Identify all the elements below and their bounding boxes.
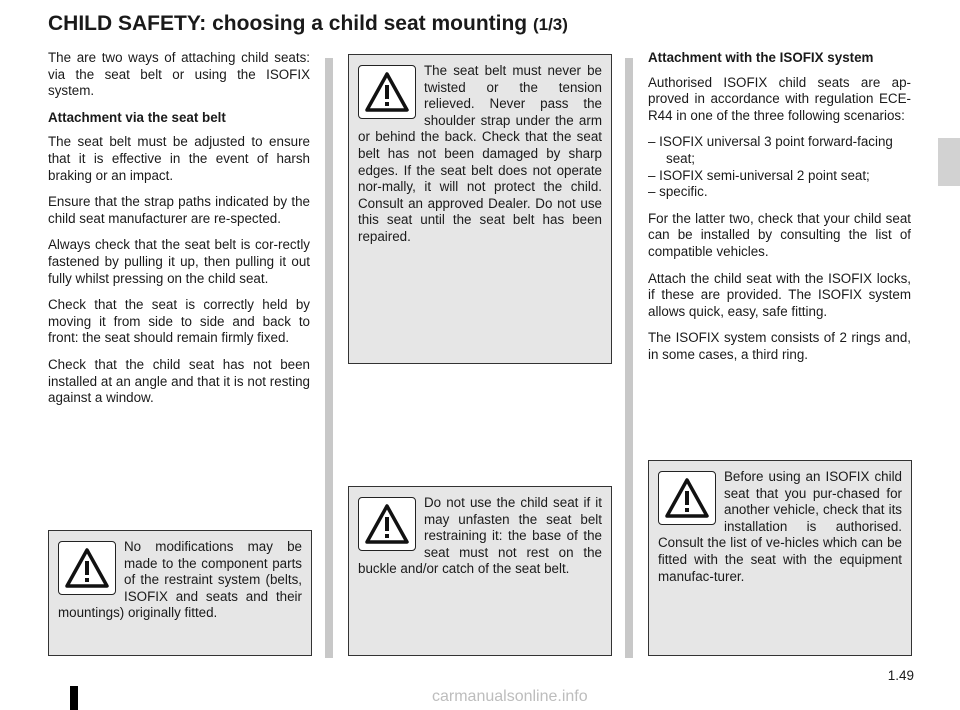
page-number: 1.49 bbox=[887, 668, 914, 683]
warning-triangle-icon bbox=[358, 497, 416, 551]
column-divider bbox=[325, 58, 333, 658]
paragraph: Check that the seat is correctly held by moving it from side to side and back to front: the seat should remain firmly fixed. bbox=[48, 297, 310, 346]
paragraph: The seat belt must be adjusted to ensure that it is effective in the event of harsh braking or an impact. bbox=[48, 134, 310, 183]
page-title-text: CHILD SAFETY: choosing a child seat mounting bbox=[48, 12, 528, 35]
crop-mark bbox=[70, 686, 78, 710]
warning-box-no-modifications bbox=[48, 530, 312, 656]
paragraph: Ensure that the strap paths indicated by the child seat manufacturer are re-spected. bbox=[48, 194, 310, 226]
warning-box-belt-twisted bbox=[348, 54, 612, 364]
column-divider bbox=[625, 58, 633, 658]
watermark: carmanualsonline.info bbox=[432, 688, 588, 705]
section-heading-seat-belt: Attachment via the seat belt bbox=[48, 109, 226, 125]
warning-box-isofix-other-vehicle bbox=[648, 460, 912, 656]
isofix-scenario-list bbox=[648, 134, 911, 200]
warning-triangle-icon bbox=[358, 65, 416, 119]
page-part: (1/3) bbox=[532, 15, 568, 34]
paragraph: Authorised ISOFIX child seats are ap-proved in accordance with regulation ECE-R44 in one of the three following scenarios: bbox=[648, 74, 911, 123]
section-heading-isofix: Attachment with the ISOFIX system bbox=[648, 50, 874, 65]
column-right bbox=[648, 50, 911, 374]
warning-text: Before using an ISOFIX child seat that you pur-chased for another vehicle, check that its installation is authorised. Consult the list of ve-hicles which can be fitted with the seat with the equipment manufac-turer. bbox=[658, 469, 902, 584]
paragraph: For the latter two, check that your child seat can be installed by consulting the list of compatible vehicles. bbox=[648, 210, 911, 259]
paragraph: Check that the child seat has not been installed at an angle and that it is not resting against a window. bbox=[48, 356, 310, 406]
warning-text: The seat belt must never be twisted or the tension relieved. Never pass the shoulder strap under the arm or behind the back. Check that the seat belt has not been damaged by sharp edges. If the seat belt does not operate nor-mally, it will not protect the child. Consult an approved Dealer. Do not use this seat until the seat belt has been repaired. bbox=[358, 63, 602, 244]
list-item: – ISOFIX universal 3 point forward-facing seat; bbox=[648, 134, 893, 166]
list-item: – ISOFIX semi-universal 2 point seat; bbox=[648, 167, 870, 183]
warning-box-unfasten bbox=[348, 486, 612, 656]
warning-triangle-icon bbox=[658, 471, 716, 525]
warning-triangle-icon bbox=[58, 541, 116, 595]
warning-text: No modifications may be made to the component parts of the restraint system (belts, ISOFIX and seats and their mountings) originally fitted. bbox=[58, 539, 302, 621]
intro-paragraph: The are two ways of attaching child seats: via the seat belt or using the ISOFIX system. bbox=[48, 50, 310, 99]
column-left bbox=[48, 50, 310, 417]
paragraph: Always check that the seat belt is cor-rectly fastened by pulling it up, then pulling it out fully whilst pressing on the child seat. bbox=[48, 237, 310, 286]
warning-text: Do not use the child seat if it may unfasten the seat belt restraining it: the base of the seat must not rest on the buckle and/or catch of the seat belt. bbox=[358, 495, 602, 577]
page-title bbox=[48, 12, 928, 36]
paragraph: The ISOFIX system consists of 2 rings and, in some cases, a third ring. bbox=[648, 330, 911, 362]
paragraph: Attach the child seat with the ISOFIX locks, if these are provided. The ISOFIX system allows quick, easy, safe fitting. bbox=[648, 270, 911, 319]
list-item: – specific. bbox=[648, 184, 708, 200]
section-thumb-tab bbox=[938, 138, 960, 186]
